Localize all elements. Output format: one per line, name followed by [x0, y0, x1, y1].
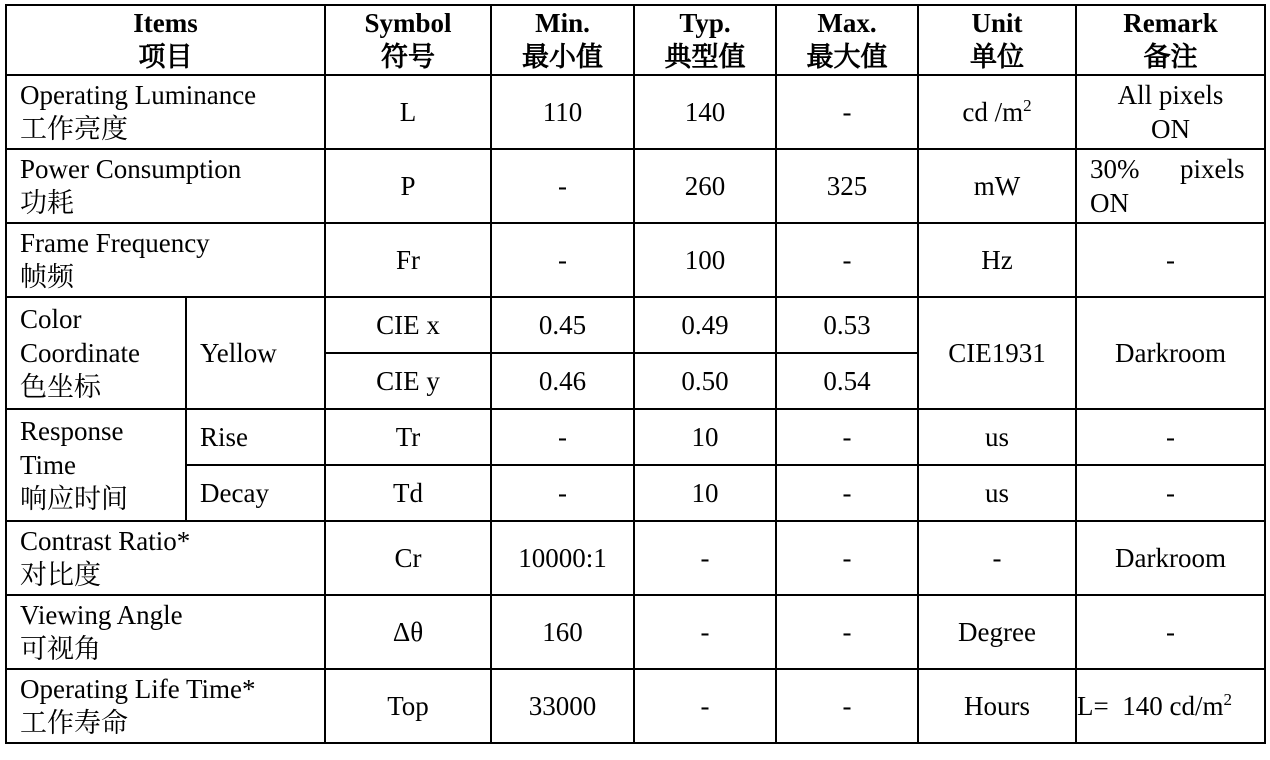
min-cell: 0.45: [491, 297, 634, 353]
unit-cell: mW: [918, 149, 1076, 223]
remark-cell: All pixels ON: [1076, 75, 1265, 149]
max-cell: -: [776, 669, 918, 743]
typ-cell: 10: [634, 409, 776, 465]
unit-cell: Hours: [918, 669, 1076, 743]
header-symbol: Symbol 符号: [325, 5, 491, 75]
max-cell: -: [776, 521, 918, 595]
min-cell: -: [491, 465, 634, 521]
row-power: [6, 149, 1265, 223]
symbol-cell: Cr: [325, 521, 491, 595]
min-cell: 160: [491, 595, 634, 669]
row-color-x: [6, 297, 1265, 353]
typ-cell: 100: [634, 223, 776, 297]
unit-cell: us: [918, 465, 1076, 521]
symbol-cell: Fr: [325, 223, 491, 297]
header-min: Min. 最小值: [491, 5, 634, 75]
header-typ: Typ. 典型值: [634, 5, 776, 75]
max-cell: -: [776, 409, 918, 465]
unit-cell: Hz: [918, 223, 1076, 297]
header-items: Items 项目: [6, 5, 325, 75]
row-frame: [6, 223, 1265, 297]
header-remark: Remark 备注: [1076, 5, 1265, 75]
max-cell: -: [776, 223, 918, 297]
row-life: [6, 669, 1265, 743]
max-cell: 0.53: [776, 297, 918, 353]
max-cell: -: [776, 75, 918, 149]
item-cell: Frame Frequency 帧频: [6, 223, 325, 297]
typ-cell: 0.49: [634, 297, 776, 353]
min-cell: -: [491, 409, 634, 465]
unit-cell: CIE1931: [918, 297, 1076, 409]
remark-cell: -: [1076, 595, 1265, 669]
spec-table: [5, 4, 1266, 744]
item-cell: Operating Luminance 工作亮度: [6, 75, 325, 149]
remark-cell: -: [1076, 465, 1265, 521]
max-cell: -: [776, 465, 918, 521]
item-cell: Color Coordinate 色坐标: [6, 297, 186, 409]
row-contrast: [6, 521, 1265, 595]
symbol-cell: Td: [325, 465, 491, 521]
item-cell: Power Consumption 功耗: [6, 149, 325, 223]
sub-item-cell: Rise: [186, 409, 325, 465]
item-cell: Operating Life Time* 工作寿命: [6, 669, 325, 743]
remark-cell: Darkroom: [1076, 521, 1265, 595]
sub-item-cell: Yellow: [186, 297, 325, 409]
remark-cell: Darkroom: [1076, 297, 1265, 409]
header-unit: Unit 单位: [918, 5, 1076, 75]
item-cell: Response Time 响应时间: [6, 409, 186, 521]
typ-cell: 0.50: [634, 353, 776, 409]
remark-cell: 30% pixels ON: [1076, 149, 1265, 223]
max-cell: 0.54: [776, 353, 918, 409]
item-cell: Viewing Angle 可视角: [6, 595, 325, 669]
symbol-cell: Δθ: [325, 595, 491, 669]
row-luminance: [6, 75, 1265, 149]
symbol-cell: Top: [325, 669, 491, 743]
unit-cell: -: [918, 521, 1076, 595]
symbol-cell: Tr: [325, 409, 491, 465]
min-cell: 110: [491, 75, 634, 149]
header-max: Max. 最大值: [776, 5, 918, 75]
row-response-rise: [6, 409, 1265, 465]
typ-cell: -: [634, 521, 776, 595]
typ-cell: 10: [634, 465, 776, 521]
min-cell: -: [491, 223, 634, 297]
min-cell: 33000: [491, 669, 634, 743]
header-row: [6, 5, 1265, 75]
item-cell: Contrast Ratio* 对比度: [6, 521, 325, 595]
min-cell: 10000:1: [491, 521, 634, 595]
symbol-cell: L: [325, 75, 491, 149]
typ-cell: -: [634, 669, 776, 743]
symbol-cell: CIE x: [325, 297, 491, 353]
typ-cell: 140: [634, 75, 776, 149]
unit-cell: Degree: [918, 595, 1076, 669]
remark-cell: L= 140 $cd/m^2$: [1076, 669, 1265, 743]
typ-cell: 260: [634, 149, 776, 223]
sub-item-cell: Decay: [186, 465, 325, 521]
max-cell: -: [776, 595, 918, 669]
symbol-cell: CIE y: [325, 353, 491, 409]
row-response-decay: [6, 465, 1265, 521]
typ-cell: -: [634, 595, 776, 669]
unit-cell: us: [918, 409, 1076, 465]
min-cell: 0.46: [491, 353, 634, 409]
remark-cell: -: [1076, 223, 1265, 297]
symbol-cell: P: [325, 149, 491, 223]
unit-cell: cd $/m^2$: [918, 75, 1076, 149]
min-cell: -: [491, 149, 634, 223]
row-viewing: [6, 595, 1265, 669]
max-cell: 325: [776, 149, 918, 223]
remark-cell: -: [1076, 409, 1265, 465]
